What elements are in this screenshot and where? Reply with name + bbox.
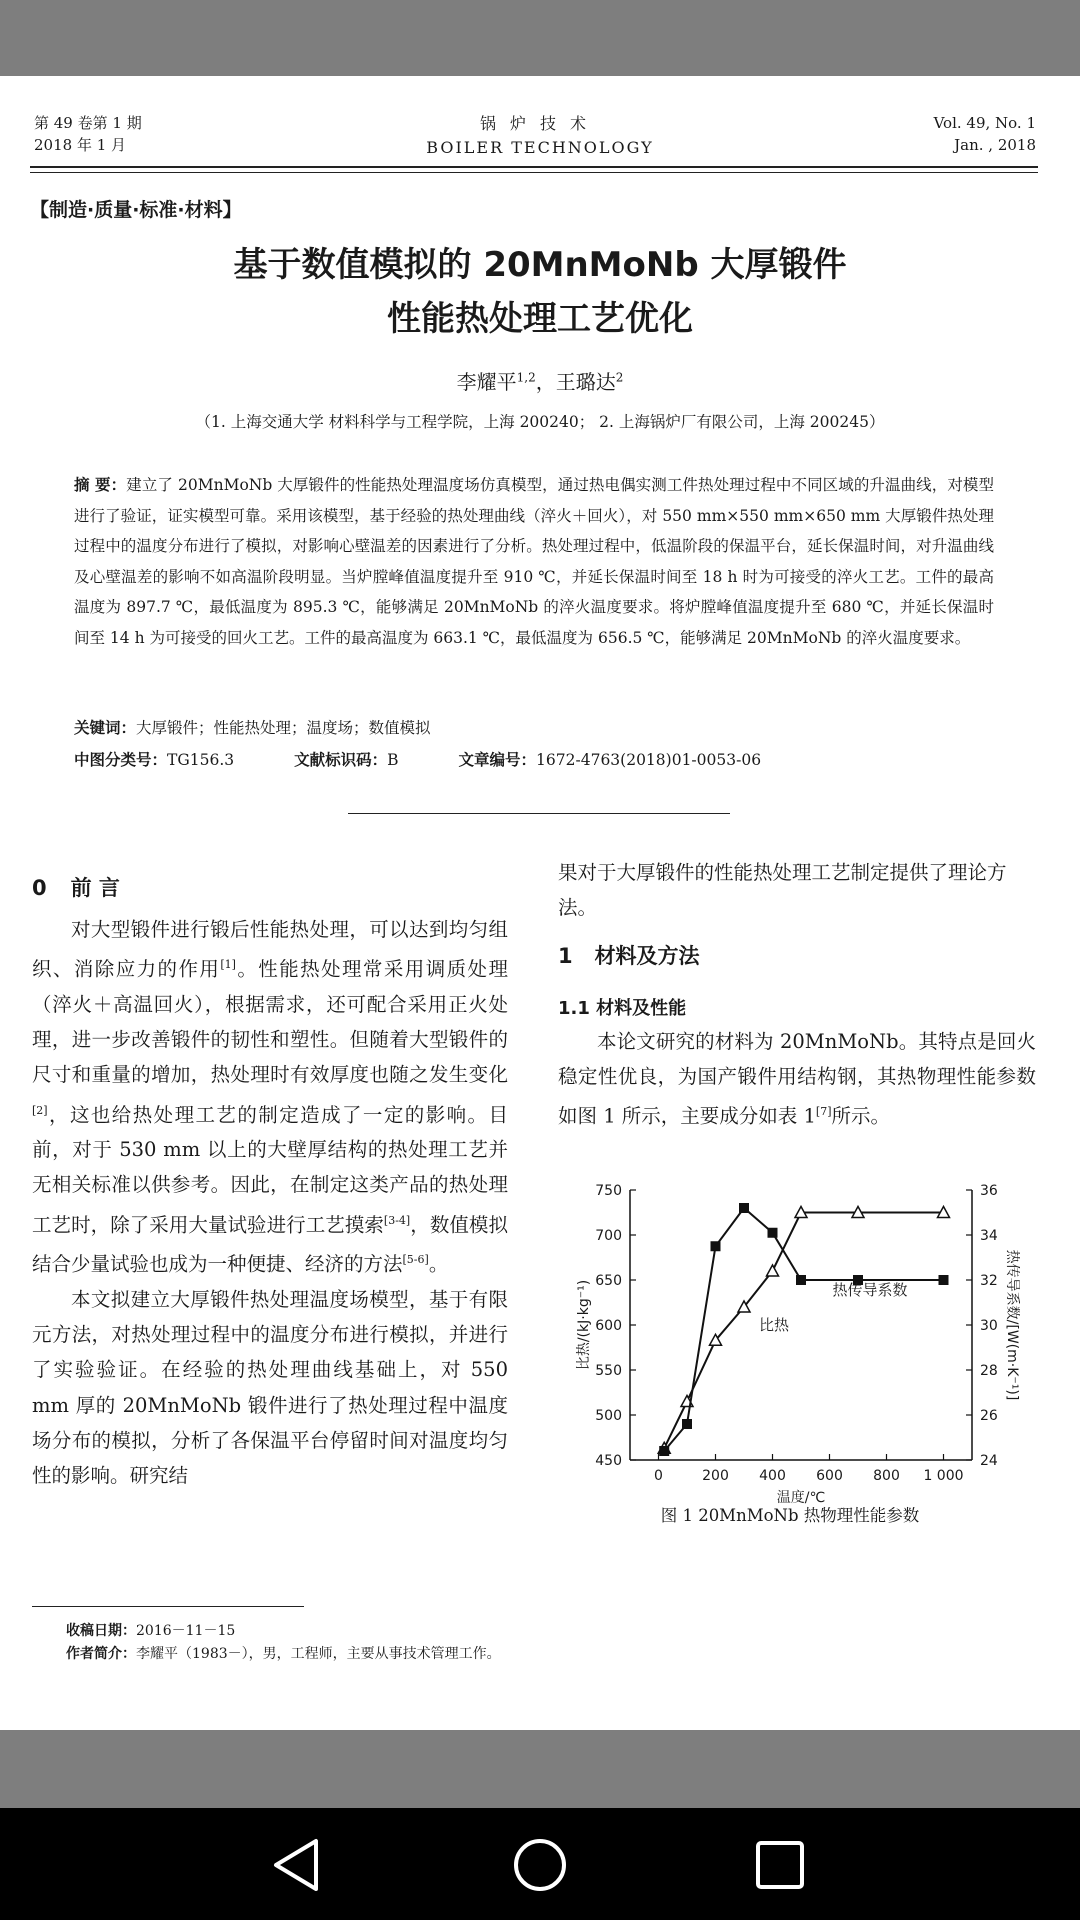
affiliations: （1. 上海交通大学 材料科学与工程学院，上海 200240； 2. 上海锅炉厂有限公司，上海 200245）: [195, 413, 885, 431]
author-bio: 李耀平（1983－），男，工程师，主要从事技术管理工作。: [136, 1646, 501, 1662]
title-line-1: 基于数值模拟的 20MnMoNb 大厚锻件: [233, 245, 847, 285]
conductivity-point: [939, 1275, 949, 1285]
date-cn: 2018 年 1 月: [34, 136, 127, 154]
y-right-tick-label: 30: [980, 1318, 998, 1334]
author-1-affil: 1,2: [516, 370, 536, 385]
volume-en: Vol. 49, No. 1: [933, 114, 1036, 132]
journal-volume-en: [934, 112, 1036, 156]
section-tag: 【制造·质量·标准·材料】: [30, 199, 242, 221]
y-left-tick-label: 450: [595, 1453, 622, 1469]
y-left-tick-label: 550: [595, 1363, 622, 1379]
citation: [3-4]: [383, 1213, 411, 1227]
x-tick-label: 200: [702, 1468, 729, 1484]
intro-paragraph-2: 本文拟建立大厚锻件热处理温度场模型，基于有限元方法，对热处理过程中的温度分布进行模拟，并进行了实验验证。在经验的热处理曲线基础上，对 550 mm 厚的 20MnMoNb 锻件进行了热处理过程中温度场分布的模拟，分析了各保温平台停留时间对温度均匀性的影响。研究结: [32, 1288, 508, 1488]
series-label-conductivity: 热传导系数: [832, 1281, 908, 1299]
materials-paragraph: 本论文研究的材料为 20MnMoNb。其特点是回火稳定性优良，为国产锻件用结构钢，其热物理性能参数如图 1 所示，主要成分如表 1[7]所示。: [558, 1030, 1036, 1128]
article-no-value: 1672-4763(2018)01-0053-06: [536, 751, 762, 769]
thermophysical-chart: [560, 1170, 1020, 1510]
abstract-text: 建立了 20MnMoNb 大厚锻件的性能热处理温度场仿真模型，通过热电偶实测工件热处理过程中不同区域的升温曲线，对模型进行了验证，证实模型可靠。采用该模型，基于经验的热处理曲线（淬火＋回火），对 550 mm×550 mm×650 mm 大厚锻件热处理过程中的温度分布进行了模拟，对影响心壁温差的因素进行了分析。热处理过程中，低温阶段的保温平台，延长保温时间，对升温曲线及心壁温差的影响不如高温阶段明显。当炉膛峰值温度提升至 910 ℃，并延长保温时间至 18 h 时为可接受的淬火工艺。工件的最高温度为 897.7 ℃，最低温度为 895.3 ℃，能够满足 20MnMoNb 的淬火温度要求。将炉膛峰值温度提升至 680 ℃，并延长保温时间至 14 h 为可接受的回火工艺。工件的最高温度为 663.1 ℃，最低温度为 656.5 ℃，能够满足 20MnMoNb 的淬火温度要求。: [74, 476, 994, 647]
received-date: 2016－11－15: [136, 1623, 236, 1639]
citation: [2]: [32, 1103, 48, 1117]
keywords-label: 关键词：: [74, 719, 137, 737]
volume-cn: 第 49 卷第 1 期: [34, 114, 142, 132]
doc-code-label: 文献标识码：: [294, 751, 388, 769]
recents-square-icon: [754, 1839, 806, 1891]
series-label-specific-heat: 比热: [758, 1316, 790, 1334]
y-right-tick-label: 26: [980, 1408, 998, 1424]
conductivity-point: [682, 1419, 692, 1429]
article-no-label: 文章编号：: [458, 751, 537, 769]
header-rule-thin: [30, 172, 1038, 173]
x-tick-label: 1 000: [923, 1468, 964, 1484]
conductivity-point: [711, 1241, 721, 1251]
y-left-tick-label: 650: [595, 1273, 622, 1289]
section-1-1-heading: 1.1 材料及性能: [558, 998, 687, 1019]
x-tick-label: 400: [759, 1468, 786, 1484]
y-right-tick-label: 24: [980, 1453, 998, 1469]
x-axis-label: 温度/℃: [776, 1490, 826, 1506]
conductivity-point: [768, 1228, 778, 1238]
title-line-2: 性能热处理工艺优化: [387, 299, 693, 339]
journal-name-en: BOILER TECHNOLOGY: [426, 138, 654, 157]
specific-heat-point: [767, 1265, 779, 1276]
x-tick-label: 800: [873, 1468, 900, 1484]
clc-value: TG156.3: [167, 751, 235, 769]
abstract-divider: [348, 813, 730, 814]
y-left-axis-label: 比热/(kJ·kg⁻¹): [576, 1279, 592, 1371]
home-button[interactable]: [505, 1830, 575, 1900]
journal-volume-cn: [34, 112, 142, 156]
author-bio-label: 作者简介：: [66, 1646, 136, 1662]
x-tick-label: 600: [816, 1468, 843, 1484]
y-right-axis-label: 热传导系数/[W(m·K⁻¹)]: [1004, 1249, 1020, 1401]
y-right-tick-label: 32: [980, 1273, 998, 1289]
navigation-bar: [0, 1808, 1080, 1920]
x-tick-label: 0: [654, 1468, 663, 1484]
series-line-specific-heat: [664, 1213, 943, 1449]
journal-name: [340, 112, 740, 160]
citation: [1]: [220, 958, 236, 972]
abstract-label: 摘 要：: [74, 476, 127, 494]
author-2-affil: 2: [615, 370, 624, 385]
footnote-author: [66, 1643, 501, 1663]
date-en: Jan. , 2018: [954, 136, 1036, 154]
back-triangle-icon: [272, 1837, 322, 1893]
paper-title: [0, 238, 1080, 346]
back-button[interactable]: [262, 1830, 332, 1900]
intro-paragraph-1: 对大型锻件进行锻后性能热处理，可以达到均匀组织、消除应力的作用[1]。性能热处理常采用调质处理（淬火＋高温回火），根据需求，还可配合采用正火处理，进一步改善锻件的韧性和塑性。但随着大型锻件的尺寸和重量的增加，热处理时有效厚度也随之发生变化[2]，这也给热处理工艺的制定造成了一定的影响。目前，对于 530 mm 以上的大壁厚结构的热处理工艺并无相关标准以供参考。因此，在制定这类产品的热处理工艺时，除了采用大量试验进行工艺摸索[3-4]，数值模拟结合少量试验也成为一种便捷、经济的方法[5-6]。: [32, 918, 508, 1276]
y-right-tick-label: 36: [980, 1183, 998, 1199]
author-2: 王璐达: [555, 370, 616, 394]
header-rule: [30, 166, 1038, 168]
y-left-tick-label: 750: [595, 1183, 622, 1199]
received-label: 收稿日期：: [66, 1623, 136, 1639]
author-separator: ，: [535, 370, 556, 394]
y-right-tick-label: 34: [980, 1228, 998, 1244]
authors: [0, 366, 1080, 395]
conductivity-point: [659, 1446, 669, 1456]
series-line-conductivity: [664, 1208, 943, 1451]
figure-caption: 图 1 20MnMoNb 热物理性能参数: [660, 1506, 920, 1525]
section-0-number: 0: [32, 876, 47, 900]
section-1-title: 材料及方法: [594, 944, 700, 968]
status-bar: [0, 0, 1080, 76]
abstract: [74, 470, 994, 653]
right-column-continuation: 果对于大厚锻件的性能热处理工艺制定提供了理论方法。: [558, 861, 1007, 920]
y-right-tick-label: 28: [980, 1363, 998, 1379]
home-circle-icon: [512, 1837, 568, 1893]
section-1-heading: [558, 940, 700, 970]
footnote-rule: [32, 1606, 304, 1607]
conductivity-point: [796, 1275, 806, 1285]
section-1-number: 1: [558, 944, 573, 968]
y-left-tick-label: 700: [595, 1228, 622, 1244]
clc-label: 中图分类号：: [74, 751, 168, 769]
y-left-tick-label: 600: [595, 1318, 622, 1334]
conductivity-point: [739, 1203, 749, 1213]
journal-name-cn: 锅炉技术: [479, 114, 600, 133]
author-1: 李耀平: [456, 370, 517, 394]
recents-button[interactable]: [745, 1830, 815, 1900]
section-0-title: 前 言: [70, 876, 120, 900]
left-column: [32, 912, 508, 1493]
keywords: [74, 716, 431, 738]
keywords-text: 大厚锻件；性能热处理；温度场；数值模拟: [136, 719, 431, 737]
classification: [74, 748, 761, 770]
citation: [7]: [815, 1105, 832, 1119]
section-0-heading: [32, 872, 120, 902]
reader-bottom-bar: [0, 1730, 1080, 1808]
footnote-received: [66, 1620, 235, 1640]
right-column: [558, 1024, 1036, 1134]
y-left-tick-label: 500: [595, 1408, 622, 1424]
doc-code-value: B: [387, 751, 399, 769]
citation: [5-6]: [402, 1253, 429, 1267]
